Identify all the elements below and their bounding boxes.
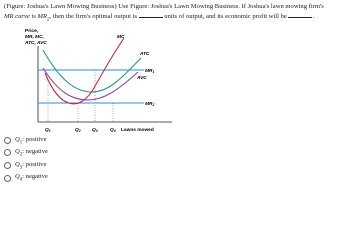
radio-button[interactable] [4,149,11,156]
option-3[interactable] [4,159,48,172]
question-line-1: (Figure: Joshua's Lawn Mowing Business) Use Figure: Joshua's Lawn Mowing Business. If Joshua's lawn mowing firm's [4,3,324,10]
option-2[interactable] [4,147,48,160]
option-4[interactable] [4,172,48,185]
x-axis-label: Lawns mowed [121,128,154,133]
question-line-2: MR curve is $MR_2$, then the firm's optimal output is units of output, and its economic profit will be . [4,13,315,23]
x-tick-q2: $Q_2$ [75,128,81,134]
mr1-label: $MR_1$ [145,69,155,75]
radio-button[interactable] [4,175,11,182]
option-label: $Q_1$: positive [15,135,47,145]
avc-label: AVC [137,76,147,81]
x-tick-q1: $Q_1$ [45,128,51,134]
x-tick-q4: $Q_4$ [110,128,116,134]
y-axis-label-line-1: Price, [25,29,39,34]
answer-options [4,134,48,184]
mr2-label: $MR_2$ [145,102,155,108]
option-label: $Q_2$: negative [15,148,48,158]
x-tick-q3: $Q_3$ [92,128,98,134]
y-axis-label-line-2: MR, MC, [25,35,44,40]
radio-button[interactable] [4,162,11,169]
option-1[interactable] [4,134,48,147]
atc-curve [43,50,141,92]
mc-label: MC [117,35,125,40]
atc-label: ATC [140,52,150,57]
radio-button[interactable] [4,137,11,144]
option-label: $Q_4$: negative [15,173,48,183]
y-axis-label-line-3: ATC, AVC [25,41,47,46]
option-label: $Q_3$: positive [15,160,47,171]
